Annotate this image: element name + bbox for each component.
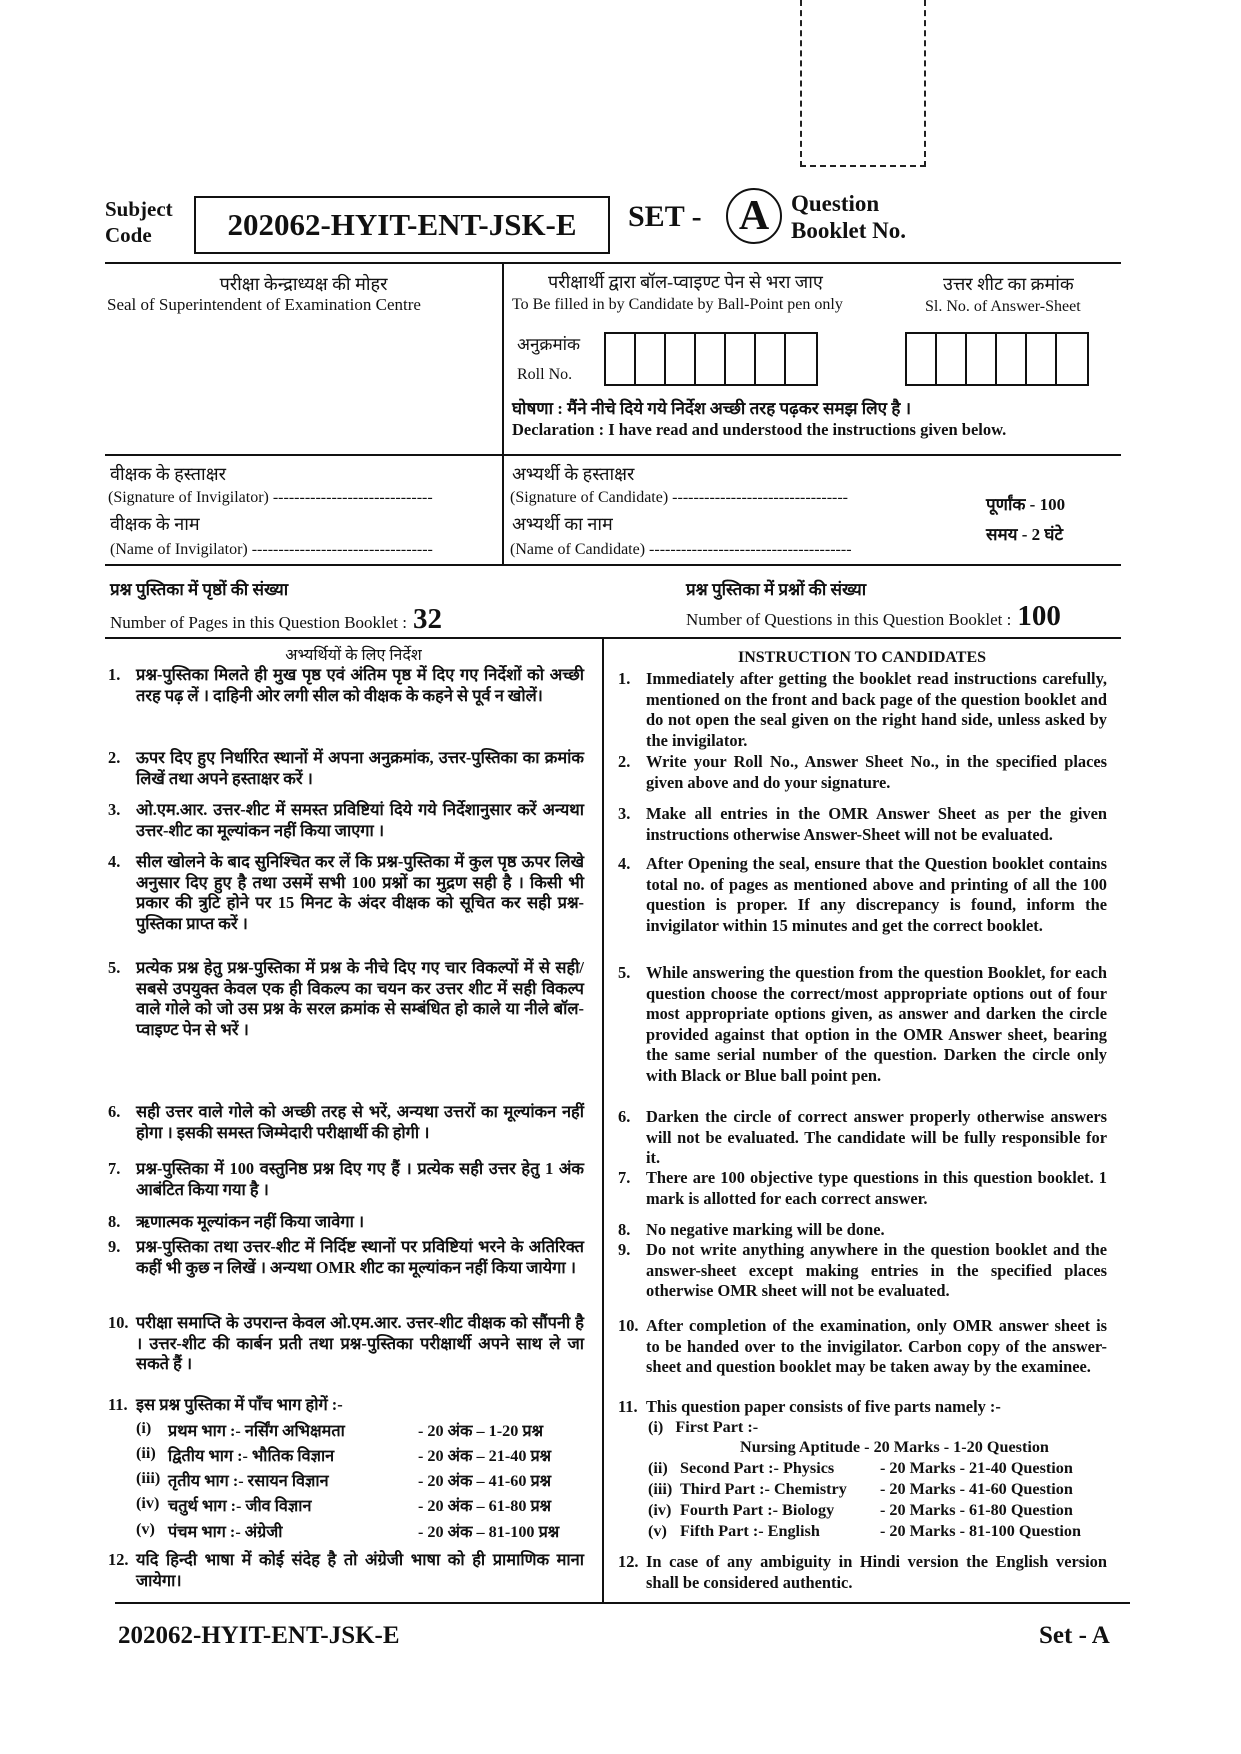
item-number: 6.: [108, 1102, 121, 1121]
part-name: द्वितीय भाग :- भौतिक विज्ञान: [168, 1447, 335, 1465]
answer-sheet-label-hi: उत्तर शीट का क्रमांक: [943, 274, 1074, 294]
code-label: Code: [105, 223, 152, 247]
item-text: प्रत्येक प्रश्न हेतु प्रश्न-पुस्तिका में प्रश्न के नीचे दिए गए चार विकल्पों में से सही/सबसे उपयुक्त केवल एक ही विकल्प का चयन कर उत्तर शीट में सही विकल्प वाले गोले को जो उस प्रश्न के सरल क्रमांक से सम्बंधित हो काले या नीले बॉल-प्वाइण्ट पेन से भरें ।: [136, 958, 584, 1039]
part-en-row: [648, 1501, 1073, 1520]
subject-code-value: 202062-HYIT-ENT-JSK-E: [194, 196, 610, 254]
declaration-en: Declaration : I have read and understood the instructions given below.: [512, 420, 1007, 439]
item-text: No negative marking will be done.: [646, 1220, 885, 1239]
item-text: In case of any ambiguity in Hindi version the English version shall be considered authentic.: [646, 1552, 1107, 1592]
roll-no-boxes[interactable]: [604, 332, 818, 386]
item-text: इस प्रश्न पुस्तिका में पाँच भाग होगें :-: [136, 1395, 343, 1414]
item-text: There are 100 objective type questions in this question booklet. 1 mark is allotted for each correct answer.: [646, 1168, 1107, 1208]
part-marks: - 20 अंक – 81-100 प्रश्न: [418, 1523, 560, 1541]
candidate-signature-field[interactable]: (Signature of Candidate) ---------------------------------: [510, 489, 848, 506]
instruction-hi-item: [108, 1550, 584, 1591]
pages-count-label-en: Number of Pages in this Question Booklet :: [110, 613, 408, 632]
roll-digit-box[interactable]: [606, 334, 636, 384]
item-text: ऋणात्मक मूल्यांकन नहीं किया जावेगा ।: [136, 1212, 365, 1231]
part-name: Second Part :- Physics: [680, 1459, 835, 1477]
instruction-hi-item: [108, 1313, 584, 1375]
item-number: 4.: [618, 854, 631, 873]
questions-count-row: [686, 600, 1061, 633]
item-text: Make all entries in the OMR Answer Sheet as per the given instructions otherwise Answer-Sheet will not be evaluated.: [646, 804, 1107, 844]
instruction-en-item: [618, 1107, 1107, 1169]
seal-box-bottom-rule: [105, 454, 503, 456]
declaration-bottom-rule: [502, 454, 1121, 456]
item-text: This question paper consists of five parts namely :-: [646, 1397, 1001, 1416]
candidate-name-field[interactable]: (Name of Candidate) --------------------------------------: [510, 541, 852, 558]
item-number: 2.: [618, 752, 631, 771]
item-number: 1.: [618, 669, 631, 688]
part-name: चतुर्थ भाग :- जीव विज्ञान: [168, 1497, 312, 1515]
roll-no-label-en: Roll No.: [517, 366, 573, 383]
item-text: परीक्षा समाप्ति के उपरान्त केवल ओ.एम.आर. उत्तर-शीट वीक्षक को सौंपनी है । उत्तर-शीट की कार्बन प्रती तथा प्रश्न-पुस्तिका परीक्षार्थी अपने साथ ले जा सकते हैं ।: [136, 1313, 584, 1373]
part-hi-row: [136, 1520, 559, 1542]
item-text: यदि हिन्दी भाषा में कोई संदेह है तो अंग्रेजी भाषा को ही प्रामाणिक माना जायेगा।: [136, 1550, 584, 1590]
seal-title-en: Seal of Superintendent of Examination Centre: [107, 295, 421, 314]
instruction-hi-item: [108, 958, 584, 1040]
invigilator-name-field[interactable]: (Name of Invigilator) ----------------------------------: [110, 541, 433, 558]
item-number: 2.: [108, 748, 121, 767]
instruction-en-item: [618, 1397, 1107, 1418]
answer-sheet-digit-box[interactable]: [1057, 334, 1087, 384]
instruction-en-item: [618, 1552, 1107, 1593]
part-marks: - 20 अंक – 41-60 प्रश्न: [418, 1472, 552, 1490]
part-hi-row: [136, 1419, 543, 1441]
roll-digit-box[interactable]: [636, 334, 666, 384]
header-rule: [105, 262, 1121, 264]
set-badge: A: [726, 188, 782, 244]
item-text: While answering the question from the question Booklet, for each question choose the correct/most appropriate options out of four most appropriate options given, as answer and darken the circle provided against that option in the OMR Answer sheet, bearing the same serial number of the question. Darken the circle only with Black or Blue ball point pen.: [646, 963, 1107, 1085]
item-text: ओ.एम.आर. उत्तर-शीट में समस्त प्रविष्टियां दिये गये निर्देशानुसार करें अन्यथा उत्तर-शीट का मूल्यांकन नहीं किया जाएगा ।: [136, 800, 584, 840]
signature-bottom-rule: [105, 564, 1121, 566]
instruction-hi-item: [108, 1102, 584, 1143]
instruction-hi-item: [108, 852, 584, 934]
item-number: 12.: [108, 1550, 129, 1569]
part-marks: - 20 अंक – 1-20 प्रश्न: [418, 1422, 544, 1440]
item-text: सही उत्तर वाले गोले को अच्छी तरह से भरें, अन्यथा उत्तरों का मूल्यांकन नहीं होगा । इसकी समस्त जिम्मेदारी परीक्षार्थी की होगी ।: [136, 1102, 584, 1142]
part-marks: - 20 Marks - 41-60 Question: [880, 1480, 1073, 1498]
item-number: 8.: [618, 1220, 631, 1239]
item-number: 5.: [618, 963, 631, 982]
item-number: 12.: [618, 1552, 639, 1571]
item-number: 11.: [618, 1397, 638, 1416]
part-name: Fifth Part :- English: [680, 1522, 820, 1540]
question-label: Question: [791, 191, 880, 216]
pages-count-row: [110, 603, 442, 636]
part-hi-row: [136, 1494, 551, 1516]
item-text: प्रश्न-पुस्तिका मिलते ही मुख पृष्ठ एवं अंतिम पृष्ठ में दिए गए निर्देशों को अच्छी तरह पढ़ लें । दाहिनी ओर लगी सील को वीक्षक के कहने से पूर्व न खोलें।: [136, 665, 584, 705]
answer-sheet-digit-box[interactable]: [937, 334, 967, 384]
instructions-divider: [602, 637, 604, 1603]
candidate-name-hi: अभ्यर्थी का नाम: [512, 514, 613, 534]
questions-count-label-en: Number of Questions in this Question Booklet :: [686, 610, 1012, 629]
footer-set: Set - A: [1039, 1622, 1110, 1649]
answer-sheet-digit-box[interactable]: [1027, 334, 1057, 384]
counts-bottom-rule: [105, 637, 1121, 639]
subject-code-label: [105, 196, 173, 248]
max-marks: पूर्णांक - 100: [986, 495, 1066, 514]
item-text: प्रश्न-पुस्तिका में 100 वस्तुनिष्ठ प्रश्न दिए गए हैं । प्रत्येक सही उत्तर हेतु 1 अंक आबंटित किया गया है ।: [136, 1159, 584, 1199]
instruction-en-item: [618, 669, 1107, 751]
roll-digit-box[interactable]: [756, 334, 786, 384]
roll-digit-box[interactable]: [726, 334, 756, 384]
instruction-hi-item: [108, 748, 584, 789]
pages-count-value: 32: [413, 603, 443, 635]
invigilator-name-hi: वीक्षक के नाम: [110, 514, 200, 534]
questions-count-label-hi: प्रश्न पुस्तिका में प्रश्नों की संख्या: [686, 580, 867, 599]
fill-instruction-hi: परीक्षार्थी द्वारा बॉल-प्वाइण्ट पेन से भरा जाए: [548, 272, 823, 292]
item-number: 7.: [108, 1159, 121, 1178]
instructions-hi-title: अभ्यर्थियों के लिए निर्देश: [285, 647, 422, 664]
set-label: SET -: [628, 200, 702, 233]
roll-digit-box[interactable]: [696, 334, 726, 384]
item-number: 6.: [618, 1107, 631, 1126]
item-number: 11.: [108, 1395, 128, 1414]
item-text: ऊपर दिए हुए निर्धारित स्थानों में अपना अनुक्रमांक, उत्तर-पुस्तिका का क्रमांक लिखें तथा अपने हस्ताक्षर करें ।: [136, 748, 584, 788]
part-number: (iii): [648, 1480, 673, 1498]
instruction-en-item: [618, 1220, 1107, 1241]
instructions-bottom-rule: [115, 1602, 1130, 1604]
part-marks: - 20 Marks - 61-80 Question: [880, 1501, 1073, 1519]
invigilator-signature-hi: वीक्षक के हस्ताक्षर: [110, 464, 226, 484]
part-marks: - 20 अंक – 61-80 प्रश्न: [418, 1497, 552, 1515]
part-number: (iv): [136, 1494, 160, 1512]
item-number: 5.: [108, 958, 121, 977]
instruction-en-item: [618, 1168, 1107, 1209]
instruction-en-item: [618, 804, 1107, 845]
roll-digit-box[interactable]: [786, 334, 816, 384]
booklet-no-text: Booklet No.: [791, 218, 906, 243]
booklet-no-label: [791, 190, 906, 244]
instruction-hi-item: [108, 1395, 584, 1416]
part-number: (v): [136, 1520, 155, 1538]
part-en-row: [648, 1522, 1081, 1541]
booklet-seal-cutout: [800, 0, 926, 167]
footer-subject-code: 202062-HYIT-ENT-JSK-E: [118, 1622, 400, 1649]
invigilator-signature-field[interactable]: (Signature of Invigilator) ------------------------------: [108, 489, 433, 506]
part-en-first-line: Nursing Aptitude - 20 Marks - 1-20 Question: [740, 1438, 1049, 1456]
instruction-hi-item: [108, 1212, 584, 1233]
part-hi-row: [136, 1469, 551, 1491]
instruction-hi-item: [108, 1159, 584, 1200]
roll-no-label-hi: अनुक्रमांक: [517, 335, 581, 354]
instruction-hi-item: [108, 1237, 584, 1278]
item-text: Do not write anything anywhere in the question booklet and the answer-sheet except making entries in the specified places otherwise OMR sheet will not be evaluated.: [646, 1240, 1107, 1300]
part-number: (i): [136, 1419, 152, 1437]
part-en-first-head: (i) First Part :-: [648, 1418, 759, 1436]
item-number: 1.: [108, 665, 121, 684]
item-number: 3.: [108, 800, 121, 819]
part-hi-row: [136, 1444, 551, 1466]
item-text: Darken the circle of correct answer properly otherwise answers will not be evaluated. The candidate will be fully responsible for it.: [646, 1107, 1107, 1167]
part-number: (iv): [648, 1501, 672, 1519]
part-name: Fourth Part :- Biology: [680, 1501, 835, 1519]
part-en-row: [648, 1459, 1073, 1478]
subject-label: Subject: [105, 197, 173, 221]
answer-sheet-boxes[interactable]: [905, 332, 1089, 386]
item-number: 8.: [108, 1212, 121, 1231]
instruction-hi-item: [108, 665, 584, 706]
instruction-en-item: [618, 854, 1107, 936]
item-text: Write your Roll No., Answer Sheet No., in the specified places given above and do your signature.: [646, 752, 1107, 792]
exam-duration: समय - 2 घंटे: [986, 525, 1064, 544]
roll-digit-box[interactable]: [666, 334, 696, 384]
item-text: After Opening the seal, ensure that the Question booklet contains total no. of pages as mentioned above and printing of all the 100 question is proper. If any discrepancy is found, inform the invigilator within 15 minutes and get the correct booklet.: [646, 854, 1107, 935]
item-number: 3.: [618, 804, 631, 823]
item-text: प्रश्न-पुस्तिका तथा उत्तर-शीट में निर्दिष्ट स्थानों पर प्रविष्टियां भरने के अतिरिक्त कहीं भी कुछ न लिखें । अन्यथा OMR शीट का मूल्यांकन नहीं किया जायेगा ।: [136, 1237, 584, 1277]
grid-divider-vertical: [502, 262, 504, 564]
item-number: 10.: [108, 1313, 129, 1332]
part-number: (ii): [648, 1459, 668, 1477]
part-name: प्रथम भाग :- नर्सिंग अभिक्षमता: [168, 1422, 345, 1440]
declaration-hi: घोषणा : मैंने नीचे दिये गये निर्देश अच्छी तरह पढ़कर समझ लिए है ।: [512, 399, 912, 418]
item-number: 9.: [618, 1240, 631, 1259]
answer-sheet-digit-box[interactable]: [997, 334, 1027, 384]
part-marks: - 20 अंक – 21-40 प्रश्न: [418, 1447, 552, 1465]
instruction-en-item: [618, 963, 1107, 1086]
instruction-hi-item: [108, 800, 584, 841]
part-en-row: [648, 1480, 1073, 1499]
fill-instruction-en: To Be filled in by Candidate by Ball-Point pen only: [512, 296, 843, 313]
answer-sheet-label-en: Sl. No. of Answer-Sheet: [925, 298, 1081, 315]
item-text: Immediately after getting the booklet read instructions carefully, mentioned on the front and back page of the question booklet and do not open the seal given on the right hand side, unless asked by the invigilator.: [646, 669, 1107, 750]
instruction-en-item: [618, 752, 1107, 793]
pages-count-label-hi: प्रश्न पुस्तिका में पृष्ठों की संख्या: [110, 580, 289, 599]
part-marks: - 20 Marks - 21-40 Question: [880, 1459, 1073, 1477]
instruction-en-item: [618, 1316, 1107, 1378]
part-number: (iii): [136, 1469, 161, 1487]
questions-count-value: 100: [1017, 600, 1061, 632]
part-name: पंचम भाग :- अंग्रेजी: [168, 1523, 283, 1541]
seal-title-hi: परीक्षा केन्द्राध्यक्ष की मोहर: [219, 274, 388, 294]
item-number: 9.: [108, 1237, 121, 1256]
item-text: सील खोलने के बाद सुनिश्चित कर लें कि प्रश्न-पुस्तिका में कुल पृष्ठ ऊपर लिखे अनुसार दिए हुए है तथा उसमें सभी 100 प्रश्नों का मुद्रण सही है । किसी भी प्रकार की त्रुटि होने पर 15 मिनट के अंदर वीक्षक को सूचित कर सही प्रश्न-पुस्तिका प्राप्त करें ।: [136, 852, 584, 933]
part-name: तृतीय भाग :- रसायन विज्ञान: [168, 1472, 329, 1490]
item-number: 7.: [618, 1168, 631, 1187]
part-number: (v): [648, 1522, 667, 1540]
item-number: 10.: [618, 1316, 639, 1335]
part-number: (ii): [136, 1444, 156, 1462]
candidate-signature-hi: अभ्यर्थी के हस्ताक्षर: [512, 464, 635, 484]
instructions-en-title: INSTRUCTION TO CANDIDATES: [737, 649, 987, 666]
answer-sheet-digit-box[interactable]: [967, 334, 997, 384]
item-text: After completion of the examination, only OMR answer sheet is to be handed over to the invigilator. Carbon copy of the answer-sheet and question booklet may be taken away by the examinee.: [646, 1316, 1107, 1376]
part-marks: - 20 Marks - 81-100 Question: [880, 1522, 1081, 1540]
instruction-en-item: [618, 1240, 1107, 1302]
part-name: Third Part :- Chemistry: [680, 1480, 847, 1498]
answer-sheet-digit-box[interactable]: [907, 334, 937, 384]
item-number: 4.: [108, 852, 121, 871]
